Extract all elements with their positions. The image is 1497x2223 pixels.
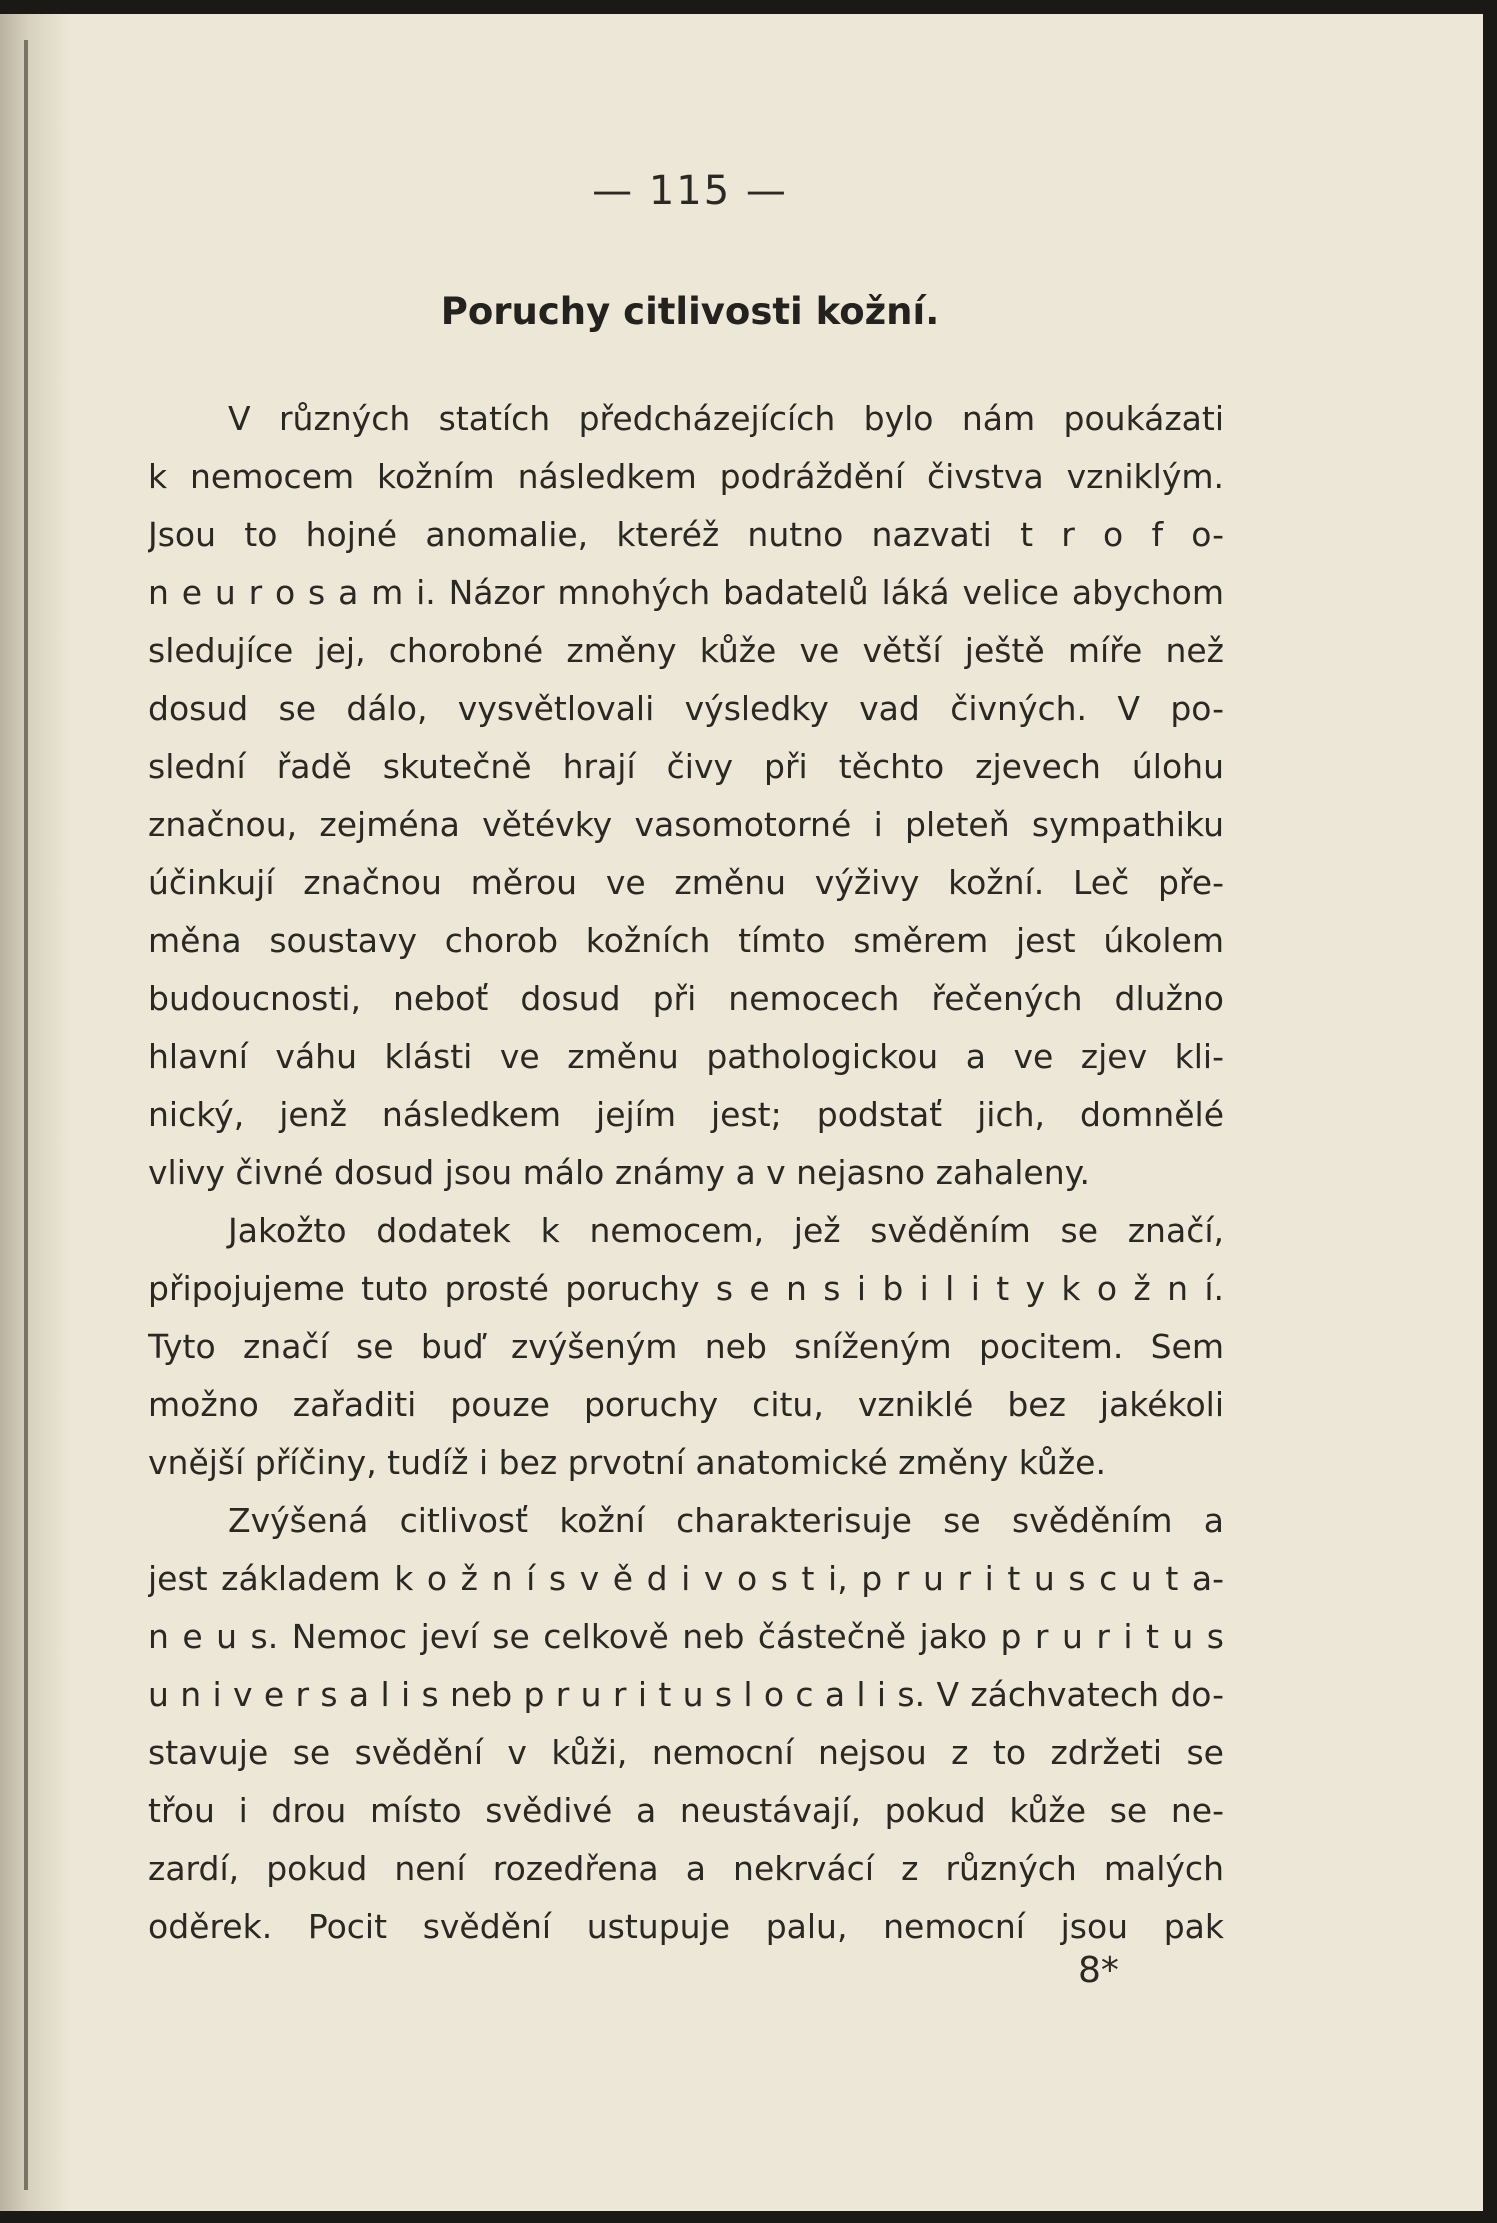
text-line: Tyto značí se buď zvýšeným neb sníženým pocitem. Sem [148,1327,1224,1366]
text-line: nický, jenž následkem jejím jest; podstať jich, domnělé [148,1095,1224,1134]
text-line: budoucnosti, neboť dosud při nemocech řečených dlužno [148,979,1224,1018]
page-number: — 115 — [592,168,788,214]
text-line: možno zařaditi pouze poruchy citu, vzniklé bez jakékoli [148,1385,1224,1424]
text-line: k nemocem kožním následkem podráždění čivstva vzniklým. [148,457,1224,496]
text-line: Jakožto dodatek k nemocem, jež svěděním se značí, [228,1211,1224,1250]
section-heading: Poruchy citlivosti kožní. [440,290,940,333]
text-line: měna soustavy chorob kožních tímto směrem jest úkolem [148,921,1224,960]
text-line: připojujeme tuto prosté poruchy s e n s i b i l i t y k o ž n í. [148,1269,1224,1308]
text-line: oděrek. Pocit svědění ustupuje palu, nemocní jsou pak [148,1907,1224,1946]
scan-border-right [1483,0,1497,2223]
text-line: vnější příčiny, tudíž i bez prvotní anatomické změny kůže. [148,1443,1106,1482]
scan-border-top [0,0,1497,14]
text-line: jest základem k o ž n í s v ě d i v o s t i, p r u r i t u s c u t a- [148,1559,1224,1598]
binding-edge [24,40,28,2190]
text-line: Zvýšená citlivosť kožní charakterisuje se svěděním a [228,1501,1224,1540]
scan-border-bottom [0,2211,1497,2223]
text-line: n e u s. Nemoc jeví se celkově neb částečně jako p r u r i t u s [148,1617,1224,1656]
text-line: dosud se dálo, vysvětlovali výsledky vad čivných. V po- [148,689,1224,728]
text-line: n e u r o s a m i. Názor mnohých badatelů láká velice abychom [148,573,1224,612]
text-line: třou i drou místo svědivé a neustávají, pokud kůže se ne- [148,1791,1224,1830]
text-line: stavuje se svědění v kůži, nemocní nejsou z to zdržeti se [148,1733,1224,1772]
text-line: značnou, zejména větévky vasomotorné i pleteň sympathiku [148,805,1224,844]
text-line: slední řadě skutečně hrají čivy při těchto zjevech úlohu [148,747,1224,786]
text-line: V různých statích předcházejících bylo nám poukázati [228,399,1224,438]
text-line: Jsou to hojné anomalie, kteréž nutno nazvati t r o f o- [148,515,1224,554]
gutter-shadow [0,0,70,2223]
body-text [148,390,1224,1956]
text-line: hlavní váhu klásti ve změnu pathologickou a ve zjev kli- [148,1037,1224,1076]
signature-mark: 8* [1078,1950,1119,1991]
text-line: zardí, pokud není rozedřena a nekrvácí z různých malých [148,1849,1224,1888]
text-line: vlivy čivné dosud jsou málo známy a v nejasno zahaleny. [148,1153,1090,1192]
text-line: u n i v e r s a l i s neb p r u r i t u s l o c a l i s. V záchvatech do- [148,1675,1224,1714]
text-line: sledujíce jej, chorobné změny kůže ve větší ještě míře než [148,631,1224,670]
text-line: účinkují značnou měrou ve změnu výživy kožní. Leč pře- [148,863,1224,902]
